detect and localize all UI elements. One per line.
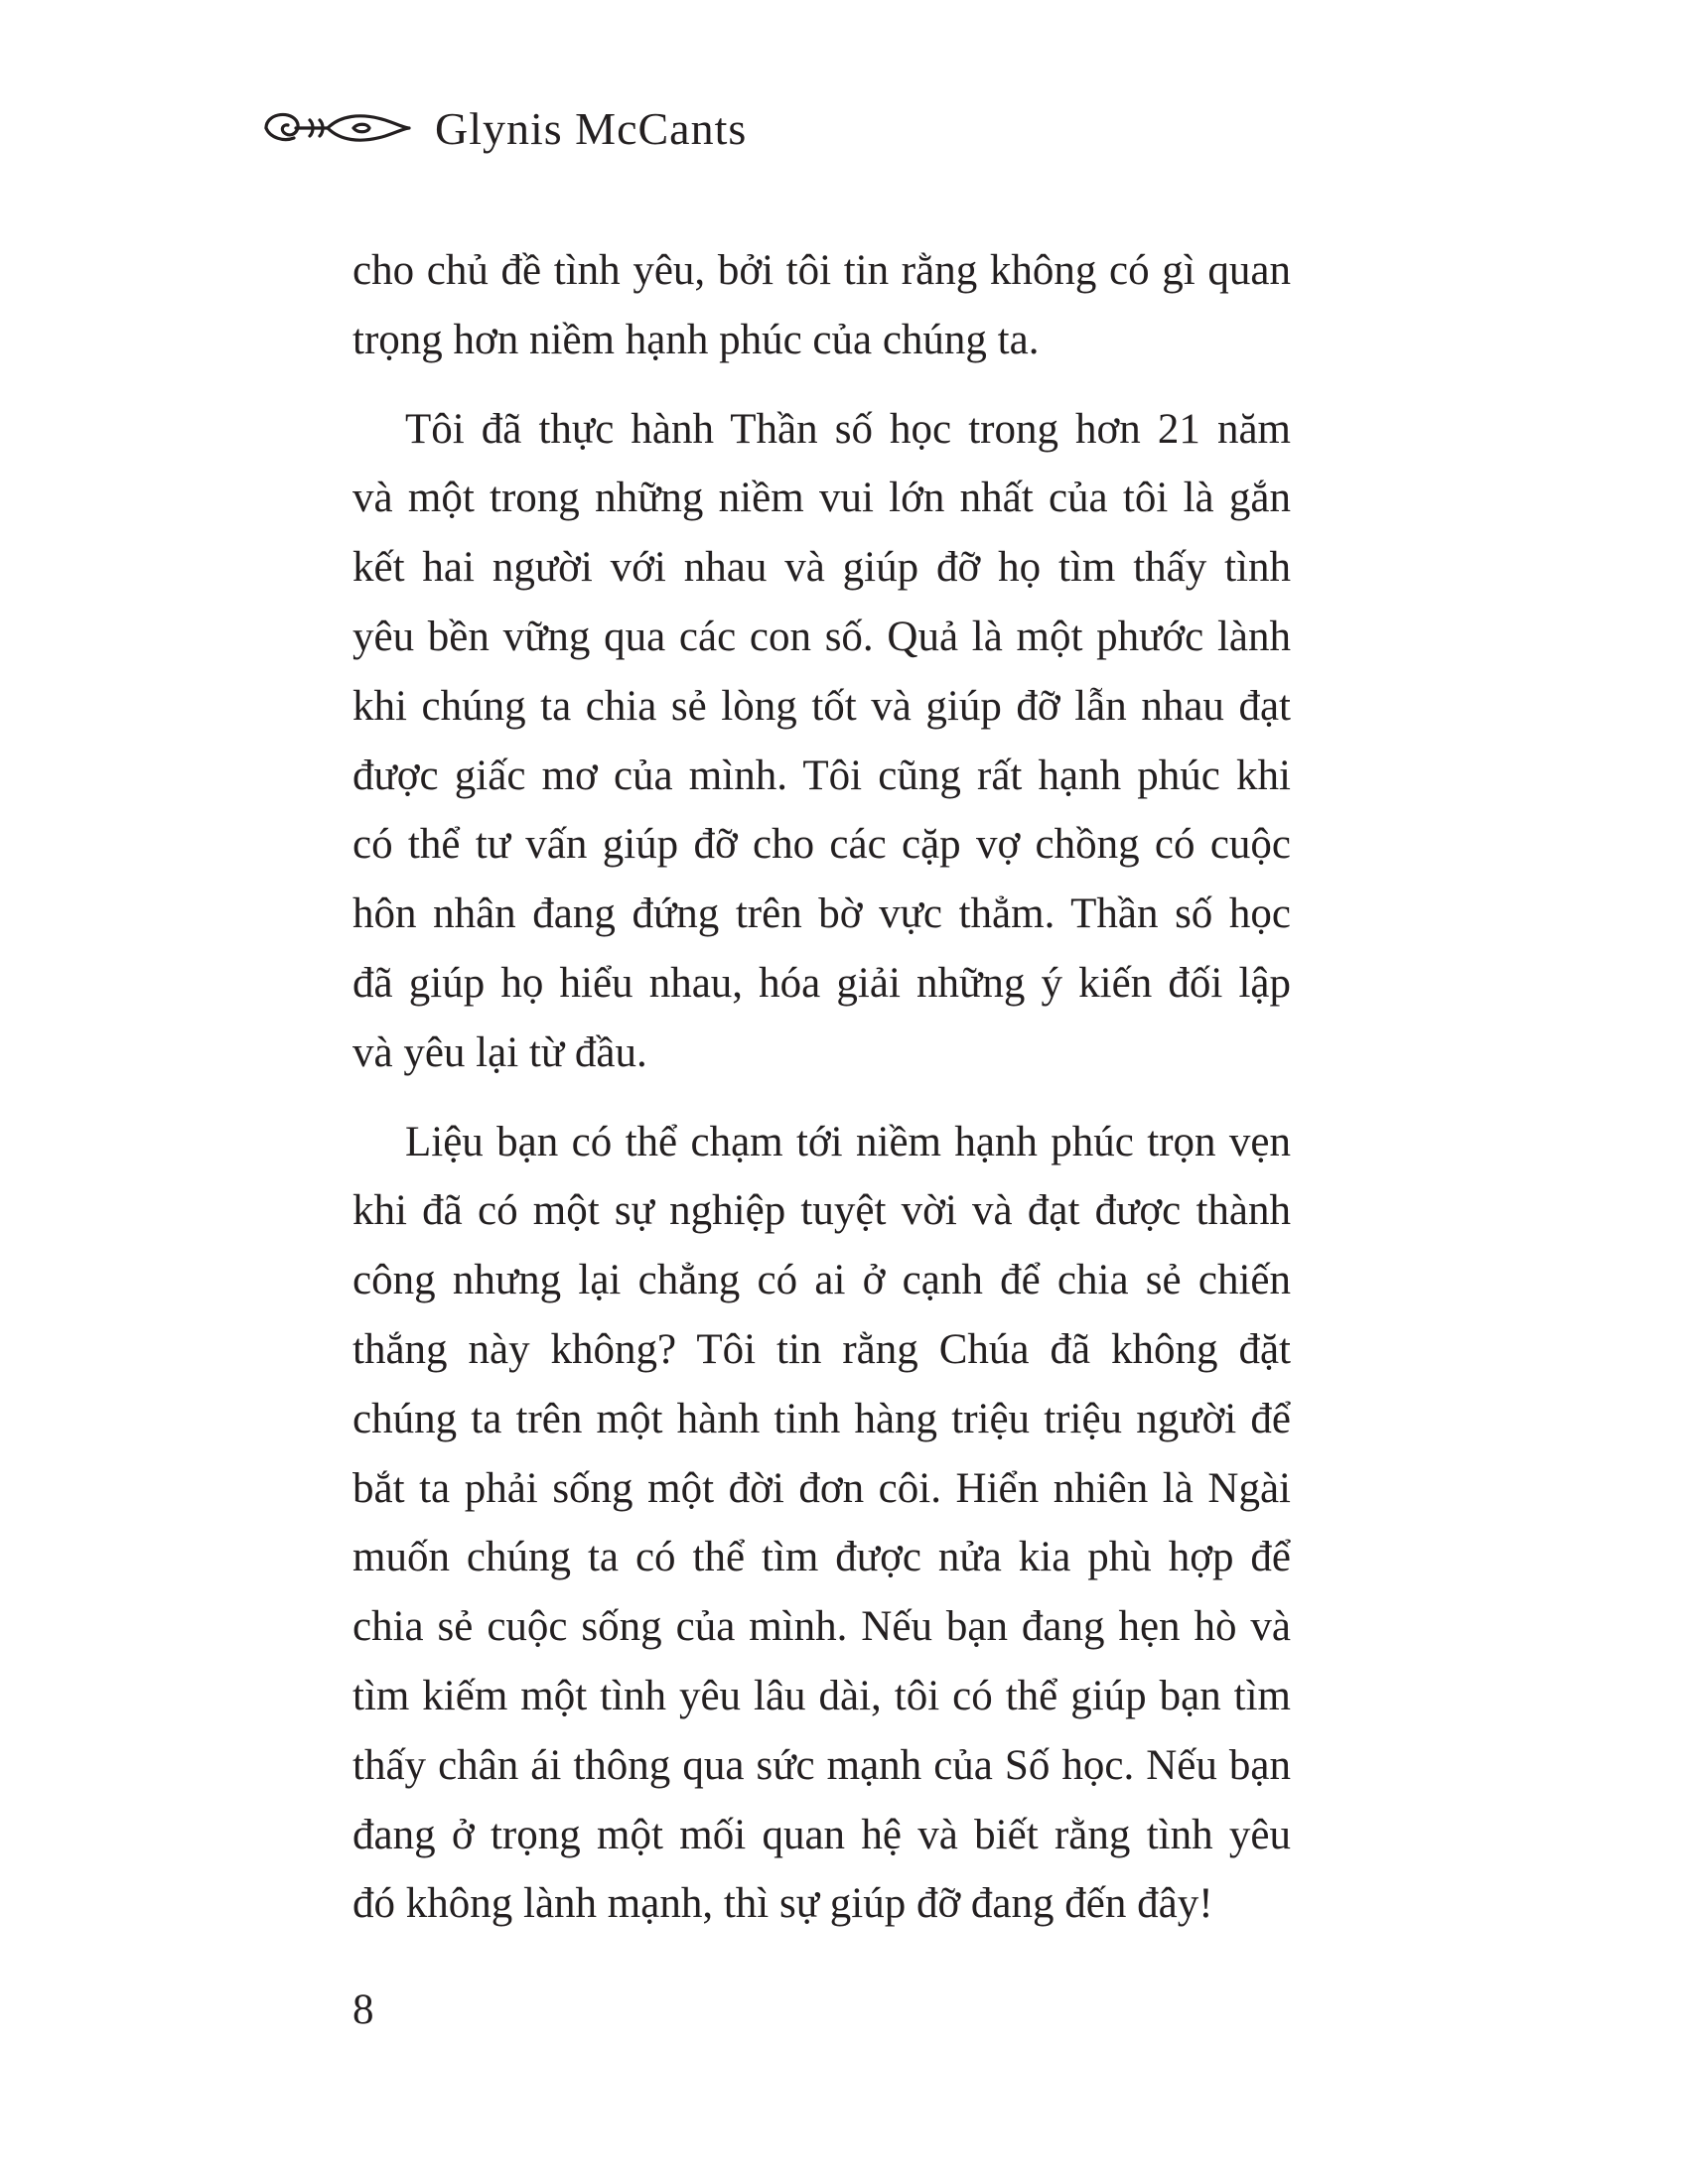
text-line: chúng ta trên một hành tinh hàng triệu triệu người để	[352, 1395, 1291, 1442]
text-line: muốn chúng ta có thể tìm được nửa kia phù hợp để	[352, 1534, 1291, 1581]
text-line: hôn nhân đang đứng trên bờ vực thẳm. Thần số học	[352, 890, 1291, 938]
flourish-ornament-icon	[258, 98, 417, 158]
text-line: khi đã có một sự nghiệp tuyệt vời và đạt được thành	[352, 1187, 1291, 1235]
text-line: cho chủ đề tình yêu, bởi tôi tin rằng không có gì quan	[352, 247, 1291, 294]
paragraph	[352, 1108, 1291, 1940]
text-line: có thể tư vấn giúp đỡ cho các cặp vợ chồng có cuộc	[352, 821, 1291, 869]
text-line: đã giúp họ hiểu nhau, hóa giải những ý kiến đối lập	[352, 959, 1291, 1007]
text-line: và một trong những niềm vui lớn nhất của tôi là gắn	[352, 475, 1291, 522]
text-line: thấy chân ái thông qua sức mạnh của Số học. Nếu bạn	[352, 1741, 1291, 1789]
text-line: và yêu lại từ đầu.	[352, 1028, 647, 1076]
text-line: được giấc mơ của mình. Tôi cũng rất hạnh phúc khi	[352, 751, 1291, 799]
paragraph	[352, 236, 1291, 375]
page-number: 8	[352, 1986, 374, 2033]
text-line: kết hai người với nhau và giúp đỡ họ tìm thấy tình	[352, 544, 1291, 592]
text-line: đang ở trọng một mối quan hệ và biết rằng tình yêu	[352, 1811, 1291, 1858]
running-header	[258, 93, 747, 163]
text-line: thắng này không? Tôi tin rằng Chúa đã không đặt	[352, 1325, 1291, 1373]
body-text	[352, 236, 1291, 1959]
text-line: công nhưng lại chẳng có ai ở cạnh để chia sẻ chiến	[352, 1257, 1291, 1304]
text-line: trọng hơn niềm hạnh phúc của chúng ta.	[352, 316, 1040, 363]
text-line: Tôi đã thực hành Thần số học trong hơn 21 năm	[405, 405, 1291, 453]
text-line: đó không lành mạnh, thì sự giúp đỡ đang đến đây!	[352, 1880, 1213, 1928]
text-line: bắt ta phải sống một đời đơn côi. Hiển nhiên là Ngài	[352, 1464, 1291, 1512]
text-line: yêu bền vững qua các con số. Quả là một phước lành	[352, 613, 1291, 660]
text-line: chia sẻ cuộc sống của mình. Nếu bạn đang hẹn hò và	[352, 1603, 1291, 1651]
text-line: tìm kiếm một tình yêu lâu dài, tôi có thể giúp bạn tìm	[352, 1672, 1291, 1719]
text-line: Liệu bạn có thể chạm tới niềm hạnh phúc trọn vẹn	[405, 1118, 1291, 1165]
paragraph	[352, 395, 1291, 1088]
text-line: khi chúng ta chia sẻ lòng tốt và giúp đỡ lẫn nhau đạt	[352, 682, 1291, 730]
running-header-author: Glynis McCants	[435, 102, 748, 154]
